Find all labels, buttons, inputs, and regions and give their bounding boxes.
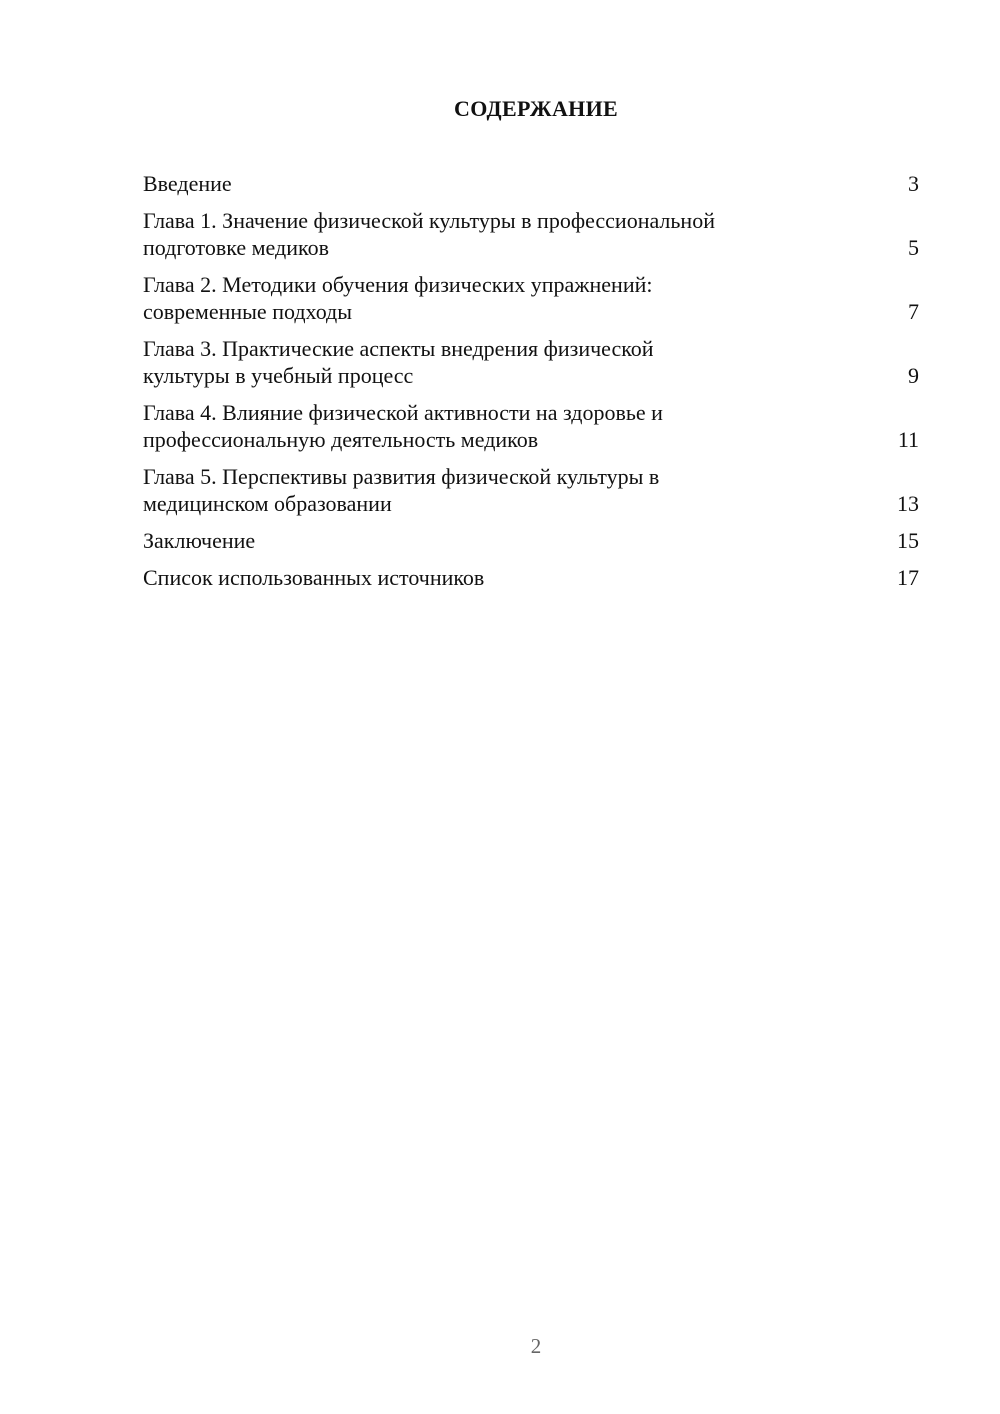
- toc-entry-page: 11: [897, 427, 919, 452]
- toc-entry-page: 17: [897, 565, 919, 590]
- toc-entry-conclusion: [143, 527, 919, 554]
- toc-entry-chapter-1: [143, 207, 919, 261]
- toc-entry-chapter-2: [143, 271, 919, 325]
- toc-entry-text: Глава 3. Практические аспекты внедрения физической культуры в учебный процесс: [143, 336, 654, 388]
- toc-entry-page: 15: [897, 528, 919, 553]
- table-of-contents: [143, 170, 919, 601]
- toc-entry-text: Глава 2. Методики обучения физических упражнений: современные подходы: [143, 272, 653, 324]
- toc-entry-page: 5: [908, 235, 919, 260]
- toc-entry-chapter-3: [143, 335, 919, 389]
- toc-entry-chapter-5: [143, 463, 919, 517]
- toc-entry-introduction: [143, 170, 919, 197]
- toc-entry-text: Глава 5. Перспективы развития физической культуры в медицинском образовании: [143, 464, 660, 516]
- toc-entry-text: Введение: [143, 171, 232, 196]
- toc-entry-page: 9: [908, 363, 919, 388]
- toc-entry-page: 7: [908, 299, 919, 324]
- toc-entry-chapter-4: [143, 399, 919, 453]
- toc-entry-references: [143, 564, 919, 591]
- toc-entry-text: Заключение: [143, 528, 256, 553]
- toc-entry-text: Глава 1. Значение физической культуры в профессиональной подготовке медиков: [143, 208, 715, 260]
- toc-title: СОДЕРЖАНИЕ: [454, 96, 618, 121]
- toc-entry-text: Список использованных источников: [143, 565, 485, 590]
- toc-entry-text: Глава 4. Влияние физической активности на здоровье и профессиональную деятельность медиков: [143, 400, 663, 452]
- toc-entry-page: 13: [897, 491, 919, 516]
- toc-entry-page: 3: [908, 171, 919, 196]
- page-number: 2: [530, 1334, 542, 1358]
